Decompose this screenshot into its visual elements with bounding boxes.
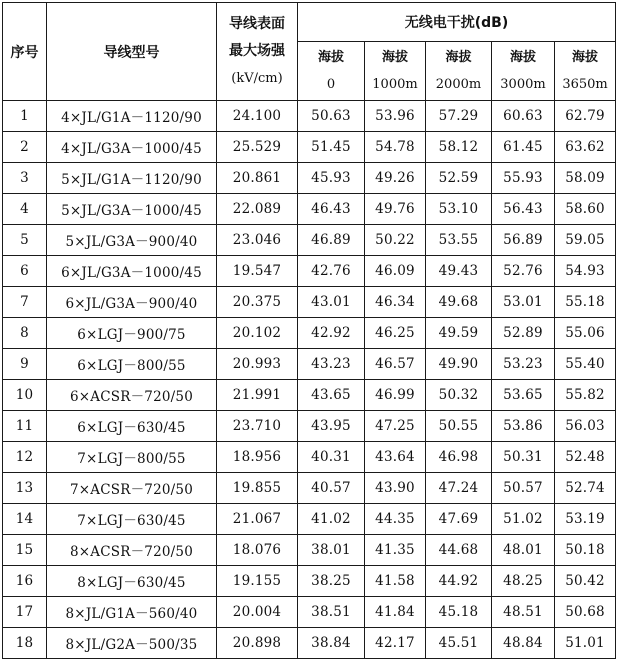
cell-index: 17 <box>3 597 47 628</box>
header-altitude-3000 <box>492 42 555 101</box>
cell-alt-3000: 50.57 <box>492 473 555 504</box>
cell-alt-0: 45.93 <box>298 163 365 194</box>
cell-max-field: 19.155 <box>217 566 298 597</box>
table-row <box>3 535 616 566</box>
cell-alt-3650: 58.60 <box>555 194 616 225</box>
cell-alt-1000: 41.84 <box>365 597 426 628</box>
table-row <box>3 566 616 597</box>
cell-alt-3000: 51.02 <box>492 504 555 535</box>
altitude-value: 2000m <box>435 77 482 92</box>
cell-max-field: 18.956 <box>217 442 298 473</box>
cell-max-field: 20.993 <box>217 349 298 380</box>
cell-model: 6×JL/G3A－1000/45 <box>47 256 217 287</box>
cell-model: 6×LGJ－630/45 <box>47 411 217 442</box>
cell-alt-3650: 50.18 <box>555 535 616 566</box>
cell-model: 8×ACSR－720/50 <box>47 535 217 566</box>
cell-max-field: 20.375 <box>217 287 298 318</box>
cell-alt-0: 41.02 <box>298 504 365 535</box>
cell-model: 7×LGJ－800/55 <box>47 442 217 473</box>
cell-max-field: 19.855 <box>217 473 298 504</box>
header-max-field <box>217 3 298 101</box>
cell-index: 13 <box>3 473 47 504</box>
table-row <box>3 349 616 380</box>
cell-alt-3650: 52.48 <box>555 442 616 473</box>
cell-alt-1000: 46.34 <box>365 287 426 318</box>
cell-alt-3650: 55.82 <box>555 380 616 411</box>
cell-alt-2000: 53.10 <box>426 194 492 225</box>
header-max-field-line1: 导线表面 <box>229 16 285 32</box>
table-row <box>3 225 616 256</box>
cell-max-field: 21.067 <box>217 504 298 535</box>
cell-alt-3650: 55.06 <box>555 318 616 349</box>
cell-alt-1000: 46.57 <box>365 349 426 380</box>
cell-alt-1000: 44.35 <box>365 504 426 535</box>
cell-alt-2000: 52.59 <box>426 163 492 194</box>
cell-model: 4×JL/G1A－1120/90 <box>47 101 217 132</box>
cell-alt-1000: 49.26 <box>365 163 426 194</box>
cell-index: 4 <box>3 194 47 225</box>
table-row <box>3 163 616 194</box>
cell-model: 5×JL/G1A－1120/90 <box>47 163 217 194</box>
cell-alt-0: 38.84 <box>298 628 365 659</box>
cell-alt-0: 43.95 <box>298 411 365 442</box>
cell-alt-3000: 61.45 <box>492 132 555 163</box>
cell-alt-0: 46.89 <box>298 225 365 256</box>
cell-max-field: 20.102 <box>217 318 298 349</box>
cell-alt-3650: 59.05 <box>555 225 616 256</box>
header-altitude-2000 <box>426 42 492 101</box>
cell-alt-3000: 48.51 <box>492 597 555 628</box>
cell-index: 2 <box>3 132 47 163</box>
cell-alt-1000: 49.76 <box>365 194 426 225</box>
table-row <box>3 504 616 535</box>
cell-alt-0: 38.25 <box>298 566 365 597</box>
header-altitude-3650 <box>555 42 616 101</box>
cell-alt-2000: 50.55 <box>426 411 492 442</box>
cell-model: 5×JL/G3A－1000/45 <box>47 194 217 225</box>
cell-alt-1000: 46.99 <box>365 380 426 411</box>
cell-alt-1000: 54.78 <box>365 132 426 163</box>
cell-alt-1000: 41.35 <box>365 535 426 566</box>
cell-alt-1000: 47.25 <box>365 411 426 442</box>
cell-index: 1 <box>3 101 47 132</box>
cell-index: 8 <box>3 318 47 349</box>
cell-alt-2000: 44.92 <box>426 566 492 597</box>
table-row <box>3 132 616 163</box>
cell-model: 8×JL/G2A－500/35 <box>47 628 217 659</box>
altitude-label: 海拔 <box>381 50 408 65</box>
cell-alt-3000: 53.01 <box>492 287 555 318</box>
cell-alt-0: 42.76 <box>298 256 365 287</box>
cell-alt-2000: 44.68 <box>426 535 492 566</box>
cell-alt-3000: 48.01 <box>492 535 555 566</box>
cell-alt-0: 40.31 <box>298 442 365 473</box>
cell-alt-2000: 57.29 <box>426 101 492 132</box>
header-index: 序号 <box>3 3 47 101</box>
cell-alt-0: 42.92 <box>298 318 365 349</box>
cell-model: 6×LGJ－800/55 <box>47 349 217 380</box>
table-row <box>3 287 616 318</box>
cell-model: 7×ACSR－720/50 <box>47 473 217 504</box>
cell-alt-0: 40.57 <box>298 473 365 504</box>
cell-model: 6×JL/G3A－900/40 <box>47 287 217 318</box>
header-interference: 无线电干扰(dB) <box>298 3 616 42</box>
table-row <box>3 597 616 628</box>
cell-model: 7×LGJ－630/45 <box>47 504 217 535</box>
cell-alt-3650: 51.01 <box>555 628 616 659</box>
table-row <box>3 411 616 442</box>
cell-alt-3000: 52.89 <box>492 318 555 349</box>
cell-index: 12 <box>3 442 47 473</box>
cell-alt-3650: 52.74 <box>555 473 616 504</box>
cell-alt-1000: 46.09 <box>365 256 426 287</box>
altitude-value: 3000m <box>500 77 546 92</box>
cell-alt-0: 50.63 <box>298 101 365 132</box>
cell-alt-3650: 50.68 <box>555 597 616 628</box>
cell-max-field: 23.046 <box>217 225 298 256</box>
cell-alt-0: 38.51 <box>298 597 365 628</box>
header-model: 导线型号 <box>47 3 217 101</box>
cell-alt-1000: 43.64 <box>365 442 426 473</box>
table-row <box>3 473 616 504</box>
altitude-value: 1000m <box>372 77 418 92</box>
cell-index: 7 <box>3 287 47 318</box>
cell-alt-3000: 48.84 <box>492 628 555 659</box>
table-row <box>3 442 616 473</box>
cell-alt-2000: 53.55 <box>426 225 492 256</box>
cell-alt-3650: 58.09 <box>555 163 616 194</box>
altitude-value: 3650m <box>562 77 608 92</box>
cell-model: 6×ACSR－720/50 <box>47 380 217 411</box>
cell-alt-3650: 62.79 <box>555 101 616 132</box>
altitude-value: 0 <box>326 77 336 92</box>
table-body <box>3 101 616 659</box>
cell-alt-3000: 53.23 <box>492 349 555 380</box>
altitude-label: 海拔 <box>317 50 344 65</box>
cell-model: 6×LGJ－900/75 <box>47 318 217 349</box>
cell-alt-1000: 53.96 <box>365 101 426 132</box>
cell-max-field: 21.991 <box>217 380 298 411</box>
cell-alt-0: 43.01 <box>298 287 365 318</box>
cell-alt-2000: 49.43 <box>426 256 492 287</box>
altitude-label: 海拔 <box>445 50 472 65</box>
cell-alt-1000: 46.25 <box>365 318 426 349</box>
cell-alt-3650: 63.62 <box>555 132 616 163</box>
cell-index: 18 <box>3 628 47 659</box>
cell-index: 14 <box>3 504 47 535</box>
table-row <box>3 256 616 287</box>
cell-alt-2000: 49.90 <box>426 349 492 380</box>
cell-alt-2000: 46.98 <box>426 442 492 473</box>
cell-alt-1000: 43.90 <box>365 473 426 504</box>
cell-alt-0: 38.01 <box>298 535 365 566</box>
cell-max-field: 19.547 <box>217 256 298 287</box>
cell-alt-3000: 55.93 <box>492 163 555 194</box>
cell-alt-3000: 48.25 <box>492 566 555 597</box>
cell-alt-3650: 53.19 <box>555 504 616 535</box>
radio-interference-table <box>2 2 616 659</box>
cell-index: 16 <box>3 566 47 597</box>
table-row <box>3 380 616 411</box>
cell-model: 5×JL/G3A－900/40 <box>47 225 217 256</box>
cell-max-field: 20.004 <box>217 597 298 628</box>
table-row <box>3 194 616 225</box>
cell-alt-3650: 56.03 <box>555 411 616 442</box>
cell-alt-0: 46.43 <box>298 194 365 225</box>
header-max-field-line2: 最大场强 <box>229 43 285 59</box>
cell-alt-2000: 49.59 <box>426 318 492 349</box>
cell-alt-0: 43.23 <box>298 349 365 380</box>
cell-alt-2000: 49.68 <box>426 287 492 318</box>
cell-max-field: 18.076 <box>217 535 298 566</box>
cell-alt-0: 51.45 <box>298 132 365 163</box>
cell-alt-0: 43.65 <box>298 380 365 411</box>
cell-alt-2000: 47.69 <box>426 504 492 535</box>
cell-alt-3000: 50.31 <box>492 442 555 473</box>
cell-max-field: 25.529 <box>217 132 298 163</box>
cell-max-field: 20.898 <box>217 628 298 659</box>
cell-alt-3000: 53.65 <box>492 380 555 411</box>
cell-max-field: 24.100 <box>217 101 298 132</box>
header-altitude-0 <box>298 42 365 101</box>
header-max-field-unit: (kV/cm) <box>231 71 283 86</box>
cell-alt-3000: 53.86 <box>492 411 555 442</box>
cell-alt-1000: 41.58 <box>365 566 426 597</box>
cell-max-field: 22.089 <box>217 194 298 225</box>
table-header <box>3 3 616 101</box>
cell-model: 8×LGJ－630/45 <box>47 566 217 597</box>
table-row <box>3 628 616 659</box>
cell-alt-2000: 45.18 <box>426 597 492 628</box>
cell-alt-3000: 56.89 <box>492 225 555 256</box>
cell-alt-2000: 50.32 <box>426 380 492 411</box>
cell-alt-3650: 50.42 <box>555 566 616 597</box>
cell-alt-3000: 52.76 <box>492 256 555 287</box>
cell-alt-1000: 42.17 <box>365 628 426 659</box>
cell-model: 4×JL/G3A－1000/45 <box>47 132 217 163</box>
table-row <box>3 101 616 132</box>
cell-index: 11 <box>3 411 47 442</box>
header-altitude-1000 <box>365 42 426 101</box>
cell-index: 15 <box>3 535 47 566</box>
cell-alt-2000: 47.24 <box>426 473 492 504</box>
cell-index: 6 <box>3 256 47 287</box>
cell-alt-2000: 45.51 <box>426 628 492 659</box>
table-row <box>3 318 616 349</box>
cell-alt-3650: 55.40 <box>555 349 616 380</box>
cell-index: 5 <box>3 225 47 256</box>
cell-alt-1000: 50.22 <box>365 225 426 256</box>
cell-index: 9 <box>3 349 47 380</box>
cell-alt-3000: 56.43 <box>492 194 555 225</box>
altitude-label: 海拔 <box>572 50 599 65</box>
cell-alt-3000: 60.63 <box>492 101 555 132</box>
cell-max-field: 20.861 <box>217 163 298 194</box>
altitude-label: 海拔 <box>509 50 536 65</box>
cell-alt-3650: 55.18 <box>555 287 616 318</box>
document-page <box>2 2 616 659</box>
cell-max-field: 23.710 <box>217 411 298 442</box>
cell-index: 10 <box>3 380 47 411</box>
cell-alt-2000: 58.12 <box>426 132 492 163</box>
cell-alt-3650: 54.93 <box>555 256 616 287</box>
cell-index: 3 <box>3 163 47 194</box>
cell-model: 8×JL/G1A－560/40 <box>47 597 217 628</box>
